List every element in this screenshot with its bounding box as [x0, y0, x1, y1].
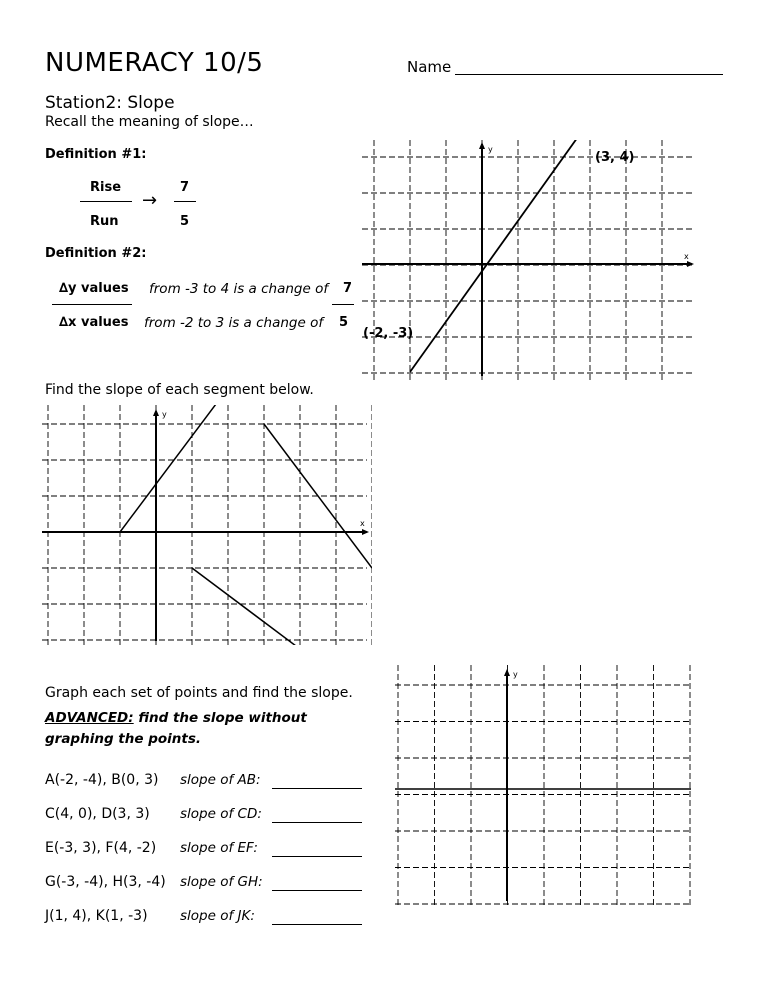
recall-text: Recall the meaning of slope… — [45, 114, 254, 130]
delta-value-fraction-bar — [332, 304, 354, 305]
problem-slope-label: slope of GH: — [180, 874, 263, 890]
problem-points: E(-3, 3), F(4, -2) — [45, 840, 157, 856]
slope-answer-blank[interactable] — [272, 822, 362, 823]
point-label-3-4: (3, 4) — [595, 150, 635, 165]
x-axis-arrow-icon — [362, 529, 369, 535]
find-slope-prompt: Find the slope of each segment below. — [45, 382, 314, 398]
graph-points-prompt: Graph each set of points and find the slope. — [45, 685, 353, 701]
advanced-label: ADVANCED: — [45, 710, 134, 726]
definition-1-label: Definition #1: — [45, 147, 147, 162]
slope-answer-blank[interactable] — [272, 924, 362, 925]
point-label-neg2-neg3: (-2, -3) — [363, 326, 414, 341]
delta-y-text: from -3 to 4 is a change of — [149, 281, 329, 297]
name-blank-line[interactable] — [455, 74, 723, 75]
delta-y-value: 7 — [343, 281, 353, 296]
rise-label: Rise — [90, 180, 122, 195]
x-axis-arrow-icon — [687, 261, 694, 267]
problem-points: C(4, 0), D(3, 3) — [45, 806, 150, 822]
y-axis-arrow-icon — [153, 409, 159, 416]
rise-value: 7 — [180, 180, 190, 195]
station-title: Station2: Slope — [45, 93, 175, 113]
rise-run-fraction-bar — [80, 201, 132, 202]
y-axis-label: y — [513, 670, 518, 679]
problem-slope-label: slope of EF: — [180, 840, 258, 856]
example-slope-graph — [362, 140, 696, 380]
blank-graph[interactable] — [395, 665, 695, 905]
x-axis-label: x — [360, 519, 365, 528]
y-axis-arrow-icon — [479, 142, 485, 149]
slope-answer-blank[interactable] — [272, 856, 362, 857]
page-title: NUMERACY 10/5 — [45, 48, 264, 78]
find-slope-graph — [42, 405, 372, 645]
problem-points: G(-3, -4), H(3, -4) — [45, 874, 166, 890]
problem-slope-label: slope of AB: — [180, 772, 261, 788]
delta-x-label: ∆x values — [59, 315, 129, 330]
advanced-text: find the slope without graphing the points. — [45, 710, 307, 747]
advanced-instructions — [45, 708, 375, 750]
x-axis-label: x — [684, 252, 689, 261]
run-label: Run — [90, 214, 119, 229]
problem-points: A(-2, -4), B(0, 3) — [45, 772, 159, 788]
delta-x-value: 5 — [339, 315, 349, 330]
slope-answer-blank[interactable] — [272, 890, 362, 891]
arrow-right-icon: → — [142, 190, 158, 211]
value-fraction-bar — [174, 201, 196, 202]
slope-answer-blank[interactable] — [272, 788, 362, 789]
delta-fraction-bar — [52, 304, 132, 305]
name-label: Name — [407, 58, 452, 76]
delta-x-text: from -2 to 3 is a change of — [144, 315, 324, 331]
problem-slope-label: slope of CD: — [180, 806, 262, 822]
y-axis-label: y — [488, 145, 493, 154]
definition-2-label: Definition #2: — [45, 246, 147, 261]
run-value: 5 — [180, 214, 190, 229]
y-axis-arrow-icon — [504, 669, 510, 676]
delta-y-label: ∆y values — [59, 281, 129, 296]
problem-slope-label: slope of JK: — [180, 908, 255, 924]
y-axis-label: y — [162, 410, 167, 419]
problem-points: J(1, 4), K(1, -3) — [45, 908, 148, 924]
